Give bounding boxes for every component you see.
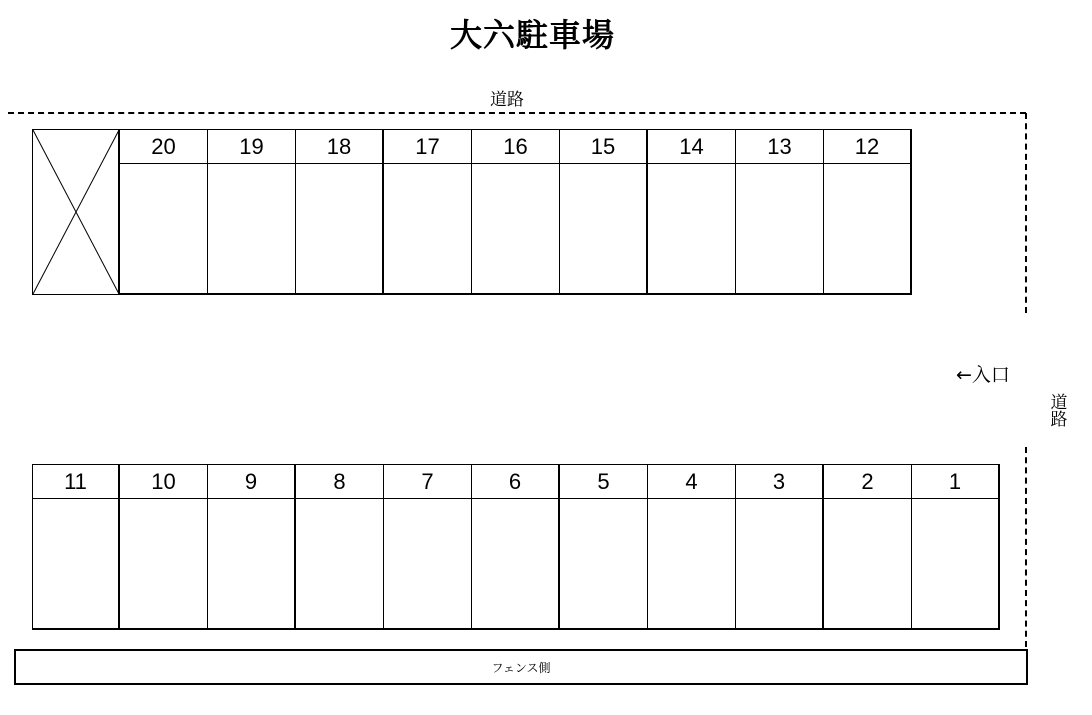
space-area: [648, 499, 735, 628]
road-label-top: 道路: [490, 90, 524, 110]
space-area: [648, 164, 735, 293]
space-number: 1: [912, 465, 998, 499]
fence-label: フェンス側: [491, 660, 551, 675]
space-area: [33, 499, 118, 628]
space-area: [736, 164, 823, 293]
parking-space: [32, 464, 120, 630]
space-area: [560, 164, 646, 293]
space-number: 4: [648, 465, 735, 499]
space-number: 16: [472, 130, 559, 164]
parking-space: [912, 464, 1000, 630]
space-area: [208, 499, 294, 628]
space-number: 19: [208, 130, 295, 164]
space-area: [824, 499, 911, 628]
space-area: [208, 164, 295, 293]
space-area: [120, 499, 207, 628]
parking-space: [296, 129, 384, 295]
parking-space: [736, 464, 824, 630]
space-number: 2: [824, 465, 911, 499]
space-number: 6: [472, 465, 558, 499]
parking-space: [120, 129, 208, 295]
parking-space: [120, 464, 208, 630]
cross-mark-icon: [33, 130, 119, 294]
space-number: 10: [120, 465, 207, 499]
space-number: 14: [648, 130, 735, 164]
road-label-side-text: 道路: [1046, 393, 1067, 427]
space-area: [912, 499, 998, 628]
parking-space: [736, 129, 824, 295]
space-area: [560, 499, 647, 628]
parking-space: [824, 129, 912, 295]
space-number: 7: [384, 465, 471, 499]
space-area: [472, 499, 558, 628]
road-boundary-right-lower: [1025, 447, 1027, 647]
entrance-label: ←入口: [956, 364, 1010, 386]
space-area: [824, 164, 910, 293]
space-number: 3: [736, 465, 822, 499]
space-number: 8: [296, 465, 383, 499]
space-area: [384, 499, 471, 628]
space-number: 13: [736, 130, 823, 164]
space-area: [296, 164, 382, 293]
parking-space: [296, 464, 384, 630]
parking-space: [648, 464, 736, 630]
space-number: 11: [33, 465, 118, 499]
parking-space: [472, 129, 560, 295]
space-number: 12: [824, 130, 910, 164]
parking-space: [648, 129, 736, 295]
parking-space: [560, 129, 648, 295]
parking-row-bottom: [32, 464, 1000, 630]
space-area: [296, 499, 383, 628]
parking-space: [208, 129, 296, 295]
space-number: 9: [208, 465, 294, 499]
parking-space: [208, 464, 296, 630]
fence-side-box: [14, 649, 1028, 685]
space-area: [736, 499, 822, 628]
parking-space: [384, 464, 472, 630]
space-number: 17: [384, 130, 471, 164]
space-number: 15: [560, 130, 646, 164]
space-number: 18: [296, 130, 382, 164]
parking-space: [384, 129, 472, 295]
road-boundary-right-upper: [1025, 113, 1027, 313]
space-number: 5: [560, 465, 647, 499]
space-area: [384, 164, 471, 293]
road-boundary-top: [8, 112, 1026, 114]
parking-space: [824, 464, 912, 630]
space-area: [120, 164, 207, 293]
parking-row-top: [32, 129, 912, 295]
blocked-space: [32, 129, 120, 295]
parking-space: [472, 464, 560, 630]
parking-space: [560, 464, 648, 630]
page-title: 大六駐車場: [449, 16, 615, 54]
space-number: 20: [120, 130, 207, 164]
space-area: [472, 164, 559, 293]
road-label-side: [1044, 393, 1068, 427]
